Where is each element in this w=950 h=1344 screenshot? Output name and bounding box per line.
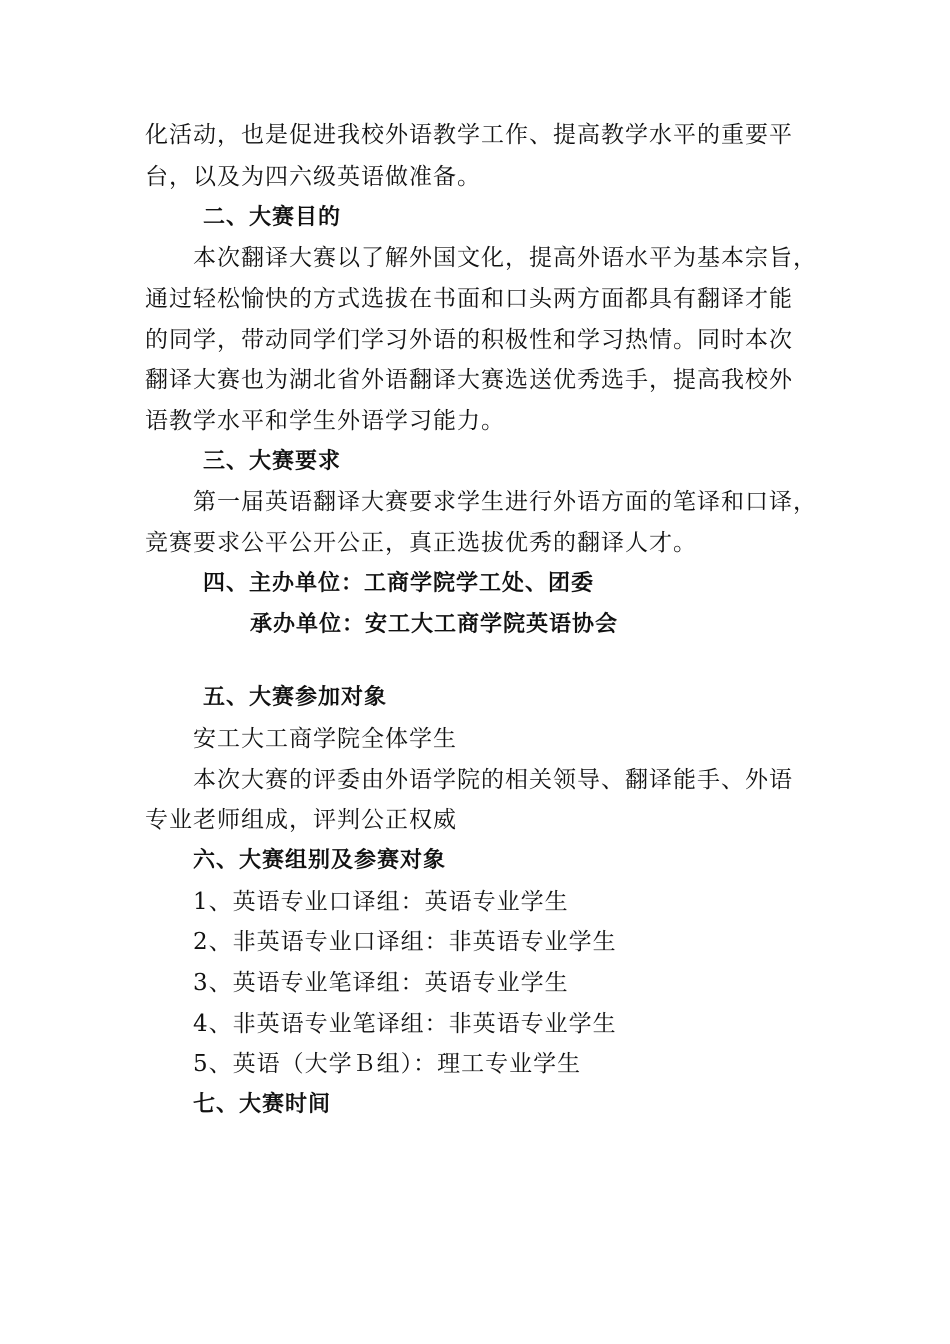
co-organizer-line: 承办单位：安工大工商学院英语协会 bbox=[250, 612, 619, 637]
paragraph-line: 竞赛要求公平公开公正，真正选拔优秀的翻译人才。 bbox=[145, 530, 697, 556]
section-heading-organizer: 四、主办单位：工商学院学工处、团委 bbox=[203, 571, 595, 596]
list-item: 5、英语（大学Ｂ组）：理工专业学生 bbox=[193, 1051, 582, 1077]
section-heading-time: 七、大赛时间 bbox=[193, 1092, 332, 1117]
intro-line-2: 台，以及为四六级英语做准备。 bbox=[145, 164, 481, 190]
section-heading-requirements: 三、大赛要求 bbox=[203, 449, 342, 474]
section-heading-purpose: 二、大赛目的 bbox=[203, 205, 342, 230]
list-item: 2、非英语专业口译组：非英语专业学生 bbox=[193, 929, 617, 955]
paragraph-line: 本次翻译大赛以了解外国文化，提高外语水平为基本宗旨， bbox=[193, 245, 817, 271]
paragraph-line: 语教学水平和学生外语学习能力。 bbox=[145, 408, 505, 434]
intro-line-1: 化活动，也是促进我校外语教学工作、提高教学水平的重要平 bbox=[145, 122, 793, 148]
paragraph-line: 通过轻松愉快的方式选拔在书面和口头两方面都具有翻译才能 bbox=[145, 286, 793, 312]
paragraph-line: 专业老师组成，评判公正权威 bbox=[145, 807, 457, 833]
paragraph-line: 安工大工商学院全体学生 bbox=[193, 726, 457, 752]
list-item: 3、英语专业笔译组：英语专业学生 bbox=[193, 970, 569, 996]
list-item: 4、非英语专业笔译组：非英语专业学生 bbox=[193, 1011, 617, 1037]
paragraph-line: 第一届英语翻译大赛要求学生进行外语方面的笔译和口译， bbox=[193, 489, 817, 515]
paragraph-line: 的同学，带动同学们学习外语的积极性和学习热情。同时本次 bbox=[145, 327, 793, 353]
paragraph-line: 翻译大赛也为湖北省外语翻译大赛选送优秀选手，提高我校外 bbox=[145, 367, 793, 393]
section-heading-participants: 五、大赛参加对象 bbox=[203, 685, 388, 710]
paragraph-line: 本次大赛的评委由外语学院的相关领导、翻译能手、外语 bbox=[193, 767, 793, 793]
section-heading-groups: 六、大赛组别及参赛对象 bbox=[193, 848, 447, 873]
list-item: 1、英语专业口译组：英语专业学生 bbox=[193, 889, 569, 915]
